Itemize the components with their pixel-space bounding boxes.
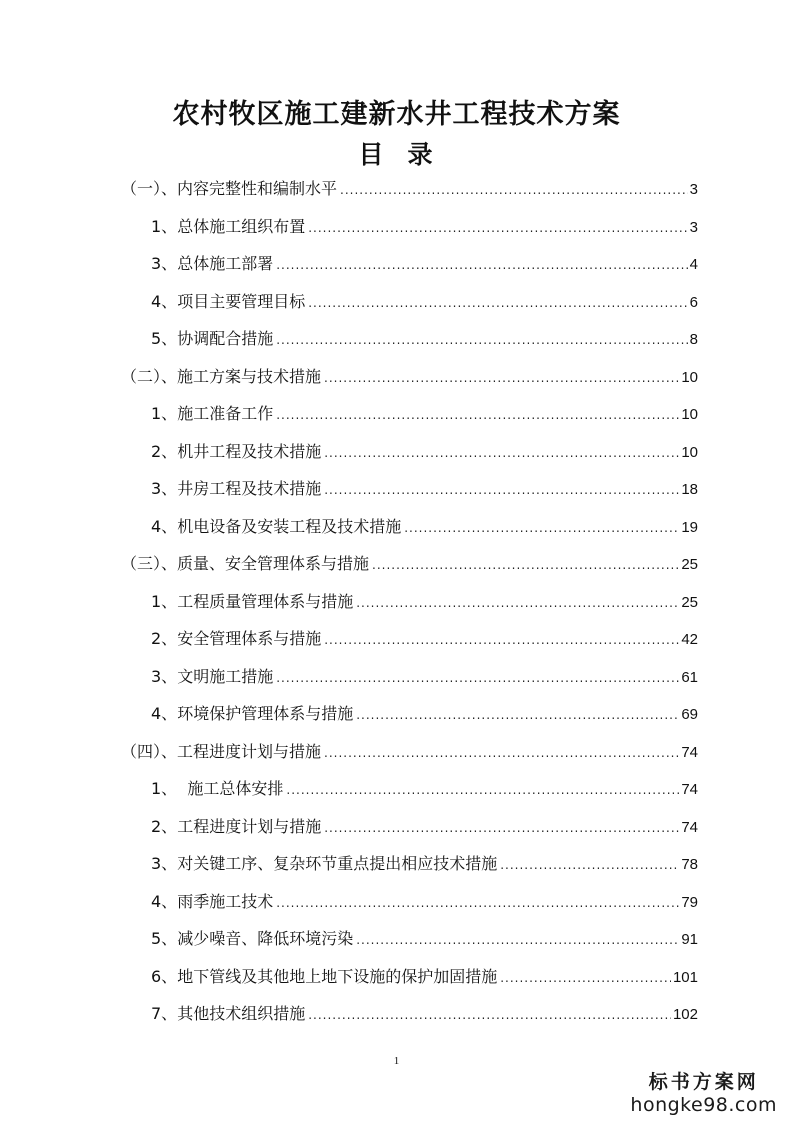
toc-entry[interactable] (121, 362, 698, 392)
watermark-chinese-text: 标书方案网 (648, 1071, 759, 1093)
toc-entry[interactable] (151, 587, 698, 617)
toc-entry-title: 施工准备工作 (177, 404, 274, 423)
toc-entry-number: （四）、 (121, 741, 178, 761)
toc-entry-title: 协调配合措施 (177, 329, 274, 348)
toc-entry-title: 安全管理体系与措施 (177, 629, 322, 648)
toc-entry-page: 10 (681, 406, 698, 423)
toc-entry-number: 3、 (151, 254, 178, 273)
toc-entry[interactable] (151, 924, 698, 954)
toc-heading (0, 135, 793, 171)
toc-entry[interactable] (151, 287, 698, 317)
toc-entry[interactable] (151, 812, 698, 842)
toc-entry-number: 1、 (151, 591, 178, 611)
toc-entry-page: 42 (681, 631, 698, 648)
toc-entry-page: 3 (689, 218, 698, 236)
toc-entry-title: 工程进度计划与措施 (177, 741, 322, 761)
toc-dot-leader (324, 438, 679, 468)
toc-entry[interactable] (151, 399, 698, 429)
page-number: 1 (393, 1055, 400, 1067)
toc-entry[interactable] (121, 549, 698, 579)
toc-entry[interactable] (121, 174, 698, 204)
toc-entry-number: 1、 (151, 404, 178, 423)
toc-dot-leader (308, 288, 687, 318)
toc-dot-leader (324, 475, 679, 505)
toc-entry-page: 74 (681, 818, 698, 836)
toc-entry-page: 18 (681, 481, 698, 498)
toc-entry-number: 1、 (151, 779, 178, 798)
toc-dot-leader (308, 213, 687, 243)
toc-entry-number: 1、 (151, 216, 178, 236)
toc-heading-char-1: 目 (358, 140, 386, 169)
toc-entry-page: 74 (681, 743, 698, 761)
toc-entry-title: 雨季施工技术 (177, 891, 274, 911)
toc-entry-title: 井房工程及技术措施 (177, 479, 322, 498)
toc-entry[interactable] (151, 774, 698, 804)
toc-entry-title: 工程质量管理体系与措施 (177, 591, 354, 611)
toc-entry-number: 6、 (151, 966, 178, 986)
toc-entry-number: （二）、 (121, 366, 178, 386)
toc-entry-title: 机井工程及技术措施 (177, 441, 322, 461)
toc-entry-title: 工程进度计划与措施 (177, 816, 322, 836)
toc-entry-title: 内容完整性和编制水平 (177, 179, 338, 198)
toc-dot-leader (404, 513, 679, 543)
watermark-logo (630, 1070, 777, 1116)
toc-entry[interactable] (151, 887, 698, 917)
toc-entry-number: 5、 (151, 329, 178, 348)
toc-entry[interactable] (151, 212, 698, 242)
toc-entry[interactable] (151, 324, 698, 354)
toc-dot-leader (276, 400, 679, 430)
toc-entry-title: 项目主要管理目标 (177, 291, 306, 311)
toc-dot-leader (324, 625, 679, 655)
toc-dot-leader (356, 925, 679, 955)
toc-entry-number: （三）、 (121, 554, 178, 573)
toc-entry[interactable] (121, 737, 698, 767)
toc-entry-title: 地下管线及其他地上地下设施的保护加固措施 (177, 966, 498, 986)
toc-entry[interactable] (151, 699, 698, 729)
toc-entry-page: 91 (681, 931, 698, 948)
toc-entry-page: 8 (689, 331, 698, 348)
toc-dot-leader (500, 963, 671, 993)
toc-entry-number: 3、 (151, 854, 178, 873)
toc-entry-page: 101 (672, 968, 698, 986)
toc-entry-title: 对关键工序、复杂环节重点提出相应技术措施 (177, 854, 498, 873)
toc-dot-leader (276, 663, 679, 693)
toc-entry-title: 减少噪音、降低环境污染 (177, 929, 354, 948)
toc-entry-number: 3、 (151, 666, 178, 686)
toc-entry-page: 79 (681, 893, 698, 911)
toc-entry[interactable] (151, 249, 698, 279)
toc-dot-leader (286, 775, 679, 805)
toc-dot-leader (324, 363, 679, 393)
toc-entry-number: 4、 (151, 516, 178, 536)
document-title: 农村牧区施工建新水井工程技术方案 (172, 99, 621, 130)
toc-dot-leader (340, 175, 688, 205)
toc-entry-number: 3、 (151, 479, 178, 498)
toc-entry-page: 19 (681, 518, 698, 536)
toc-entry-title: 机电设备及安装工程及技术措施 (177, 516, 402, 536)
toc-entry[interactable] (151, 849, 698, 879)
toc-entry-title: 文明施工措施 (177, 666, 274, 686)
toc-dot-leader (356, 588, 679, 618)
toc-entry-number: 7、 (151, 1004, 178, 1023)
toc-entry-page: 25 (681, 593, 698, 611)
toc-dot-leader (324, 738, 679, 768)
toc-entry-title: 质量、安全管理体系与措施 (177, 554, 370, 573)
toc-entry-page: 61 (681, 668, 698, 686)
toc-entry-page: 102 (672, 1006, 698, 1023)
toc-entry-page: 10 (681, 368, 698, 386)
toc-entry-page: 4 (689, 256, 698, 273)
toc-entry-title: 环境保护管理体系与措施 (177, 704, 354, 723)
toc-entry-page: 6 (689, 293, 698, 311)
toc-dot-leader (276, 250, 687, 280)
toc-entry-page: 3 (689, 181, 698, 198)
toc-entry[interactable] (151, 962, 698, 992)
toc-entry-number: 5、 (151, 929, 178, 948)
toc-entry-title: 总体施工部署 (177, 254, 274, 273)
toc-entry-page: 10 (681, 443, 698, 461)
toc-entry-title: 施工总体安排 (177, 779, 284, 798)
toc-entry-page: 25 (681, 556, 698, 573)
toc-entry-number: （一）、 (121, 179, 178, 198)
toc-dot-leader (500, 850, 679, 880)
toc-entry[interactable] (151, 662, 698, 692)
toc-entry-number: 4、 (151, 704, 178, 723)
toc-entry-page: 78 (681, 856, 698, 873)
toc-dot-leader (308, 1000, 671, 1030)
toc-entry[interactable] (151, 512, 698, 542)
toc-entry-page: 74 (681, 781, 698, 798)
toc-entry-title: 其他技术组织措施 (177, 1004, 306, 1023)
toc-entry-number: 4、 (151, 291, 178, 311)
toc-dot-leader (324, 813, 679, 843)
toc-dot-leader (372, 550, 679, 580)
toc-dot-leader (356, 700, 679, 730)
toc-entry[interactable] (151, 437, 698, 467)
toc-entry-number: 2、 (151, 441, 178, 461)
toc-entry[interactable] (151, 624, 698, 654)
toc-dot-leader (276, 325, 687, 355)
toc-entry[interactable] (151, 999, 698, 1029)
toc-entry[interactable] (151, 474, 698, 504)
watermark-url-text: hongke98.com (630, 1094, 777, 1116)
toc-entry-title: 总体施工组织布置 (177, 216, 306, 236)
toc-entry-title: 施工方案与技术措施 (177, 366, 322, 386)
toc-dot-leader (276, 888, 679, 918)
toc-entry-number: 2、 (151, 629, 178, 648)
toc-entry-number: 4、 (151, 891, 178, 911)
toc-heading-char-2: 录 (407, 140, 435, 169)
toc-entry-page: 69 (681, 706, 698, 723)
toc-entry-number: 2、 (151, 816, 178, 836)
